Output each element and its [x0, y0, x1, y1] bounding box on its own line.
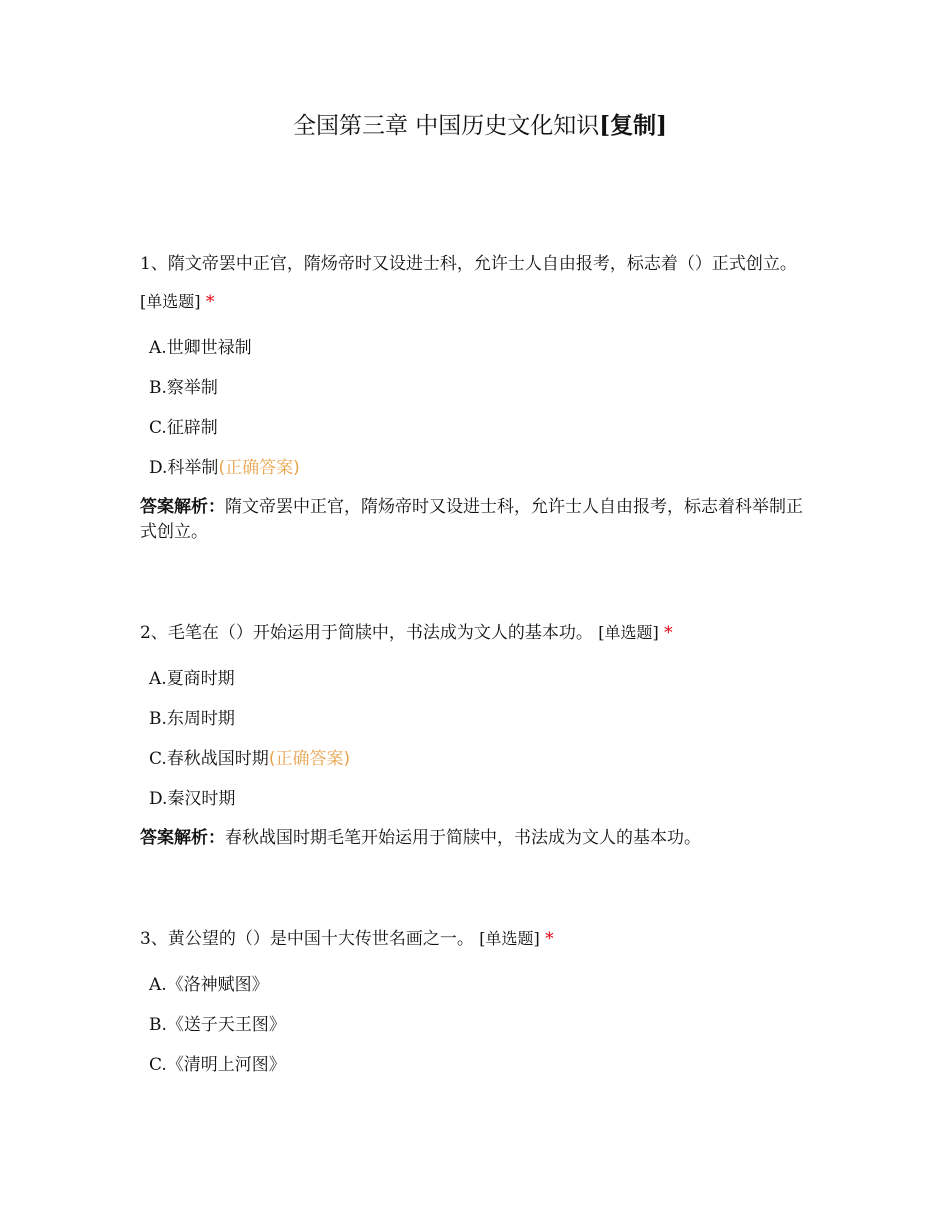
analysis-label: 答案解析：	[140, 497, 225, 517]
required-asterisk: *	[205, 292, 215, 312]
question-type: [单选题]	[140, 292, 201, 311]
option-text: 夏商时期	[166, 669, 235, 689]
required-asterisk: *	[664, 623, 673, 643]
question-1-stem	[140, 246, 810, 321]
analysis-text: 隋文帝罢中正官，隋炀帝时又设进士科，允许士人自由报考，标志着科举制正式创立。	[140, 497, 803, 542]
option-letter: A.	[149, 338, 167, 358]
question-3-option-c	[149, 1053, 286, 1077]
question-2-option-b	[149, 707, 235, 731]
analysis-text: 春秋战国时期毛笔开始运用于简牍中，书法成为文人的基本功。	[225, 828, 701, 848]
analysis-label: 答案解析：	[140, 828, 225, 848]
option-text: 秦汉时期	[167, 789, 236, 809]
option-text: 征辟制	[166, 418, 218, 438]
question-2-option-a	[149, 667, 235, 691]
title-main: 全国第三章 中国历史文化知识	[292, 113, 600, 139]
option-letter: C.	[149, 1055, 167, 1075]
question-number: 1、	[140, 254, 168, 274]
option-text: 东周时期	[166, 709, 235, 729]
question-3-option-b	[149, 1013, 286, 1037]
question-1-option-b	[149, 376, 218, 400]
option-letter: B.	[149, 1015, 167, 1035]
question-1-option-a	[149, 336, 252, 360]
question-type: [单选题]	[479, 929, 540, 948]
option-letter: A.	[149, 975, 167, 995]
question-2-analysis	[140, 826, 816, 851]
question-3-stem	[140, 920, 810, 958]
question-text: 隋文帝罢中正官，隋炀帝时又设进士科，允许士人自由报考，标志着（）正式创立。	[167, 254, 797, 274]
option-letter: B.	[149, 378, 167, 398]
option-text: 《送子天王图》	[166, 1015, 286, 1035]
option-letter: C.	[149, 749, 167, 769]
option-text: 察举制	[166, 378, 218, 398]
question-text: 毛笔在（）开始运用于简牍中，书法成为文人的基本功。	[167, 623, 593, 643]
option-letter: B.	[149, 709, 167, 729]
question-1-analysis	[140, 495, 816, 545]
question-2-stem	[140, 614, 810, 652]
question-type: [单选题]	[598, 623, 659, 642]
option-letter: D.	[149, 789, 168, 809]
question-3-option-a	[149, 973, 269, 997]
option-text: 世卿世禄制	[166, 338, 252, 358]
page-title	[0, 111, 950, 141]
question-1-option-c	[149, 416, 218, 440]
question-number: 2、	[140, 623, 168, 643]
option-text: 春秋战国时期	[166, 749, 269, 769]
question-1-option-d	[149, 456, 300, 480]
option-letter: A.	[149, 669, 167, 689]
option-letter: D.	[149, 458, 168, 478]
title-suffix: [复制]	[599, 112, 668, 139]
option-text: 科举制	[167, 458, 219, 478]
correct-answer-mark: (正确答案)	[268, 749, 351, 769]
question-number: 3、	[140, 929, 168, 949]
question-2-option-c	[149, 747, 350, 771]
correct-answer-mark: (正确答案)	[218, 458, 300, 478]
question-2-option-d	[149, 787, 235, 811]
required-asterisk: *	[545, 929, 554, 949]
question-text: 黄公望的（）是中国十大传世名画之一。	[167, 929, 474, 949]
option-text: 《洛神赋图》	[166, 975, 269, 995]
option-text: 《清明上河图》	[166, 1055, 286, 1075]
option-letter: C.	[149, 418, 167, 438]
